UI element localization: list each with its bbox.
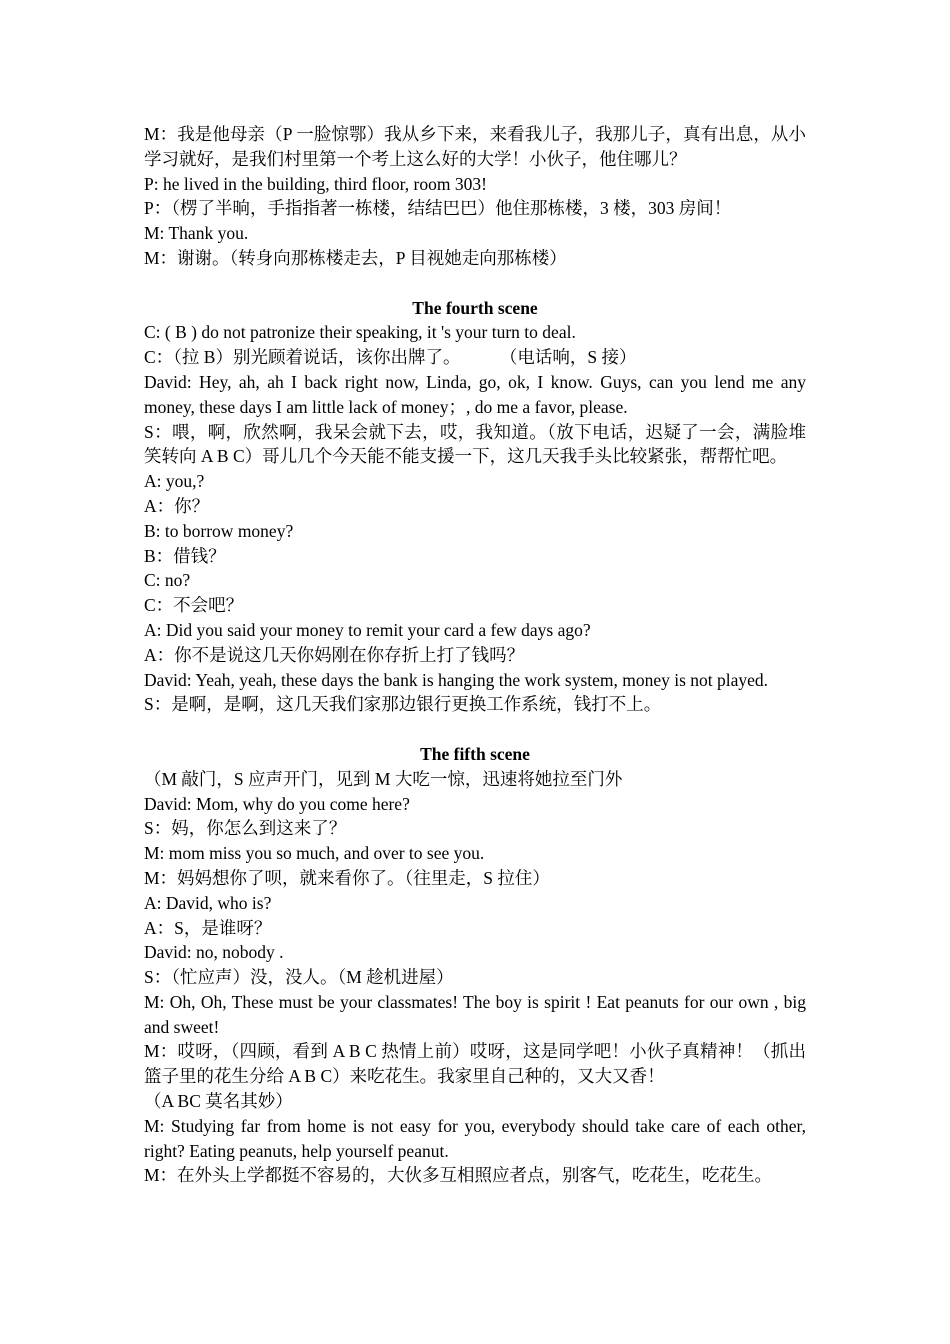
dialogue-line: C: no? xyxy=(144,570,191,591)
dialogue-line: S：（忙应声）没，没人。（M 趁机进屋） xyxy=(144,967,454,988)
section-spacer xyxy=(144,717,806,742)
dialogue-line: David: Yeah, yeah, these days the bank is hanging the work system, money is not played. xyxy=(144,669,769,690)
dialogue-line: C：不会吧？ xyxy=(144,595,244,616)
dialogue-line: David: Hey, ah, ah I back right now, Linda, go, ok, I know. Guys, can you lend me any money, these days I am little lack of money；, do me a favor, please. xyxy=(144,371,806,417)
dialogue-line: M: Oh, Oh, These must be your classmates! The boy is spirit ! Eat peanuts for our own , big and sweet! xyxy=(144,991,806,1037)
dialogue-line: A：你不是说这几天你妈刚在你存折上打了钱吗？ xyxy=(144,644,525,665)
dialogue-line: （M 敲门，S 应声开门，见到 M 大吃一惊，迅速将她拉至门外 xyxy=(144,768,623,789)
dialogue-line: C：（拉 B）别光顾着说话，该你出牌了。 （电话响，S 接） xyxy=(144,347,637,368)
dialogue-line: A：你？ xyxy=(144,495,210,516)
dialogue-line: A: Did you said your money to remit your card a few days ago? xyxy=(144,619,591,640)
dialogue-line: M：我是他母亲（P 一脸惊鄂）我从乡下来，来看我儿子，我那儿子，真有出息，从小学习就好，是我们村里第一个考上这么好的大学！小伙子，他住哪儿？ xyxy=(144,124,806,169)
scene-five xyxy=(144,742,806,1188)
dialogue-line: B: to borrow money? xyxy=(144,520,294,541)
dialogue-line: M: Studying far from home is not easy for you, everybody should take care of each other, right? Eating peanuts, help yourself peanut. xyxy=(144,1115,806,1161)
dialogue-line: P：（楞了半晌，手指指著一栋楼，结结巴巴）他住那栋楼，3 楼，303 房间！ xyxy=(144,198,732,219)
scene3-continued xyxy=(144,122,806,271)
dialogue-line: B：借钱？ xyxy=(144,545,226,566)
dialogue-line: C: ( B ) do not patronize their speaking, it 's your turn to deal. xyxy=(144,322,576,343)
dialogue-line: S：喂，啊，欣然啊，我呆会就下去，哎，我知道。（放下电话，迟疑了一会，满脸堆笑转向 A B C）哥儿几个今天能不能支援一下，这几天我手头比较紧张，帮帮忙吧。 xyxy=(144,421,806,467)
dialogue-line: M：谢谢。（转身向那栋楼走去，P 目视她走向那栋楼） xyxy=(144,247,567,268)
dialogue-line: David: Mom, why do you come here? xyxy=(144,793,410,814)
dialogue-line: M: mom miss you so much, and over to see you. xyxy=(144,843,485,864)
document-page xyxy=(144,122,806,1188)
dialogue-line: S：是啊，是啊，这几天我们家那边银行更换工作系统，钱打不上。 xyxy=(144,694,662,715)
dialogue-line: David: no, nobody . xyxy=(144,942,284,963)
scene-heading: The fifth scene xyxy=(420,743,530,764)
dialogue-line: M: Thank you. xyxy=(144,223,249,244)
dialogue-line: A：S，是谁呀？ xyxy=(144,917,272,938)
dialogue-line: P: he lived in the building, third floor, room 303! xyxy=(144,173,487,194)
dialogue-line: M：在外头上学都挺不容易的，大伙多互相照应者点，别客气，吃花生，吃花生。 xyxy=(144,1165,773,1186)
dialogue-line: A: David, who is? xyxy=(144,892,272,913)
dialogue-line: （A BC 莫名其妙） xyxy=(144,1091,293,1112)
dialogue-line: A: you,? xyxy=(144,471,205,492)
scene-four xyxy=(144,296,806,718)
scene-heading: The fourth scene xyxy=(412,297,538,318)
dialogue-line: M：妈妈想你了呗，就来看你了。（往里走，S 拉住） xyxy=(144,867,550,888)
section-spacer xyxy=(144,271,806,296)
dialogue-line: M：哎呀，（四顾，看到 A B C 热情上前）哎呀，这是同学吧！小伙子真精神！（抓出篮子里的花生分给 A B C）来吃花生。我家里自己种的，又大又香！ xyxy=(144,1041,806,1087)
dialogue-line: S：妈，你怎么到这来了？ xyxy=(144,818,347,839)
